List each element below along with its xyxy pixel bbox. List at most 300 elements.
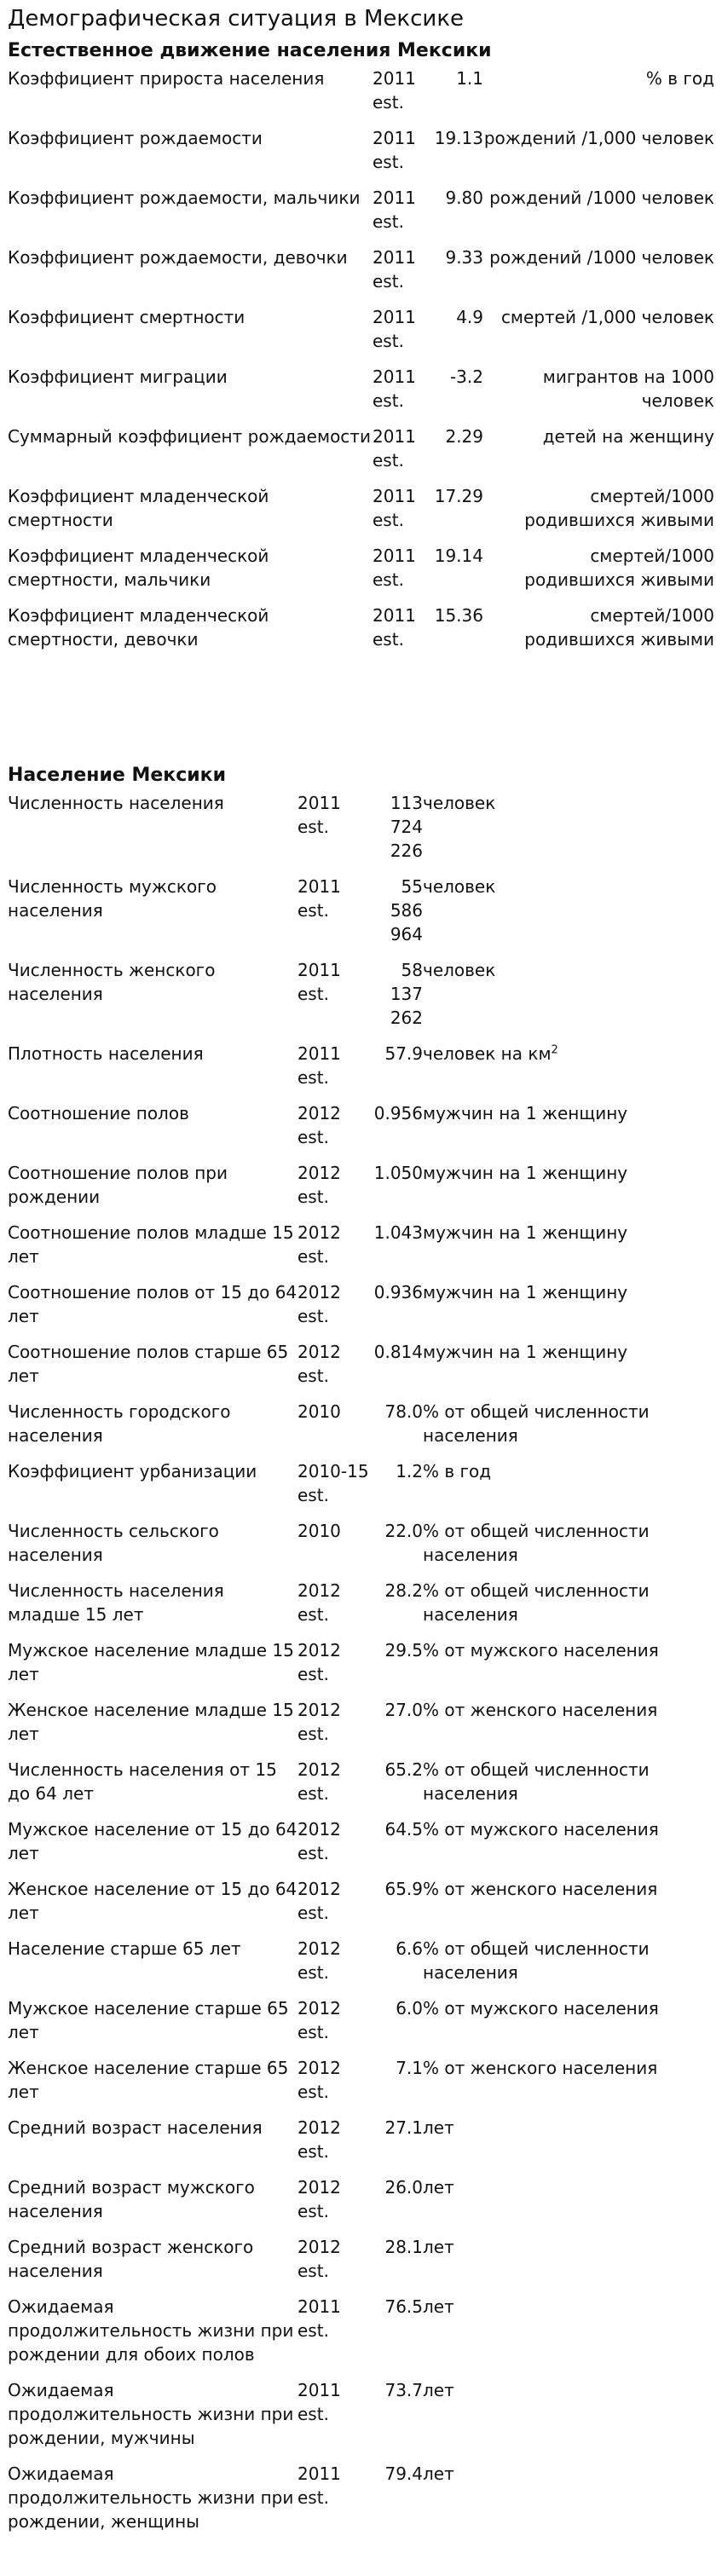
row-label [8,2056,297,2116]
row-label [8,305,373,365]
table-row [8,1042,714,1101]
section-heading-population: Население Мексики [8,765,226,786]
row-unit-text: человек [423,960,496,980]
row-unit-text: мужчин на 1 женщину [423,1163,628,1183]
row-label [8,1698,297,1758]
row-label [8,2378,297,2462]
row-unit-text: лет [423,2463,454,2484]
row-year [297,1042,370,1101]
row-unit [423,1280,714,1340]
row-label-text: Соотношение полов старше 65 лет [8,1342,289,1386]
row-label [8,2175,297,2235]
row-label [8,1579,297,1638]
row-unit [423,1400,714,1459]
row-value-text: 58 137 262 [390,960,423,1028]
row-label-text: Мужское население старше 65 лет [8,1998,289,2042]
row-value-text: 55 586 964 [390,876,423,944]
row-value [370,2116,423,2175]
row-label-text: Средний возраст населения [8,2117,263,2138]
row-label [8,1638,297,1698]
row-value-text: 26.0 [384,2177,423,2198]
row-value [370,1280,423,1340]
row-year-text: 2011 est. [373,128,416,172]
row-label [8,544,373,604]
table-row [8,875,714,958]
row-year-text: 2011 est. [297,876,341,921]
table-row [8,365,714,425]
row-value-text: 19.13 [434,128,483,148]
row-unit-text: % в год [423,1461,492,1481]
row-label [8,126,373,186]
row-unit-text: % от общей численности населения [423,1580,650,1625]
row-value-text: 28.1 [384,2237,423,2257]
row-label-text: Соотношение полов [8,1103,189,1123]
table-row [8,245,714,305]
row-year [297,1221,370,1280]
row-label-text: Численность сельского населения [8,1521,219,1565]
row-year-text: 2012 est. [297,1879,341,1923]
row-unit-text: % от женского населения [423,1700,658,1720]
row-year [297,958,370,1042]
row-value-text: 1.2 [396,1461,423,1481]
row-label-text: Суммарный коэффициент рождаемости [8,426,371,447]
row-unit-text: лет [423,2296,454,2317]
table-row [8,186,714,245]
row-value-text: 0.956 [373,1103,423,1123]
row-value-text: 22.0 [384,1521,423,1541]
row-year-text: 2011 est. [297,2296,341,2341]
row-value [370,875,423,958]
row-label [8,186,373,245]
row-unit-text: % от общей численности населения [423,1759,650,1804]
row-year [297,2116,370,2175]
row-value-text: 15.36 [434,605,483,626]
row-value [370,1877,423,1937]
row-year-text: 2011 est. [373,307,416,351]
row-value-text: 1.043 [373,1222,423,1243]
row-value [424,365,483,425]
table-row [8,604,714,663]
row-label-text: Женское население от 15 до 64 лет [8,1879,297,1923]
table-row [8,1459,714,1519]
row-value [424,484,483,544]
row-label-text: Коэффициент миграции [8,367,228,387]
row-value-text: 79.4 [384,2463,423,2484]
row-year-text: 2011 est. [373,605,416,650]
row-year [297,1817,370,1877]
row-label-text: Соотношение полов при рождении [8,1163,228,1207]
row-unit [423,1937,714,1996]
row-year-text: 2011 est. [373,426,416,471]
row-unit [423,1101,714,1161]
row-year [373,604,424,663]
row-value [370,958,423,1042]
row-year [297,2175,370,2235]
row-unit-text: человек на км [423,1043,552,1064]
row-year [297,1638,370,1698]
row-year-text: 2011 est. [297,1043,341,1088]
row-year [373,425,424,484]
row-label-text: Мужское население младше 15 лет [8,1640,294,1684]
row-year-text: 2012 est. [297,1342,341,1386]
row-label-text: Коэффициент смертности [8,307,245,327]
row-year [297,1877,370,1937]
row-year-text: 2011 est. [297,793,341,837]
row-value [424,186,483,245]
row-unit [423,1579,714,1638]
row-value [370,1996,423,2056]
row-value [370,1042,423,1101]
row-year-text: 2011 est. [373,367,416,411]
row-unit [483,484,714,544]
row-label [8,365,373,425]
row-value [370,1579,423,1638]
row-year [373,365,424,425]
row-label [8,2295,297,2378]
row-value-text: -3.2 [449,367,483,387]
row-year-text: 2012 est. [297,2177,341,2221]
row-unit [423,2295,714,2378]
row-value [370,791,423,875]
row-label-text: Коэффициент урбанизации [8,1461,257,1481]
row-year-text: 2011 est. [373,188,416,232]
row-value-text: 113 724 226 [390,793,423,861]
row-year-text: 2012 est. [297,2237,341,2281]
row-value [370,1817,423,1877]
row-year-text: 2012 est. [297,1759,341,1804]
row-value [424,126,483,186]
row-value [424,245,483,305]
table-row [8,1579,714,1638]
row-year [297,1459,370,1519]
row-label [8,2235,297,2295]
table-row [8,1519,714,1579]
row-unit [423,1698,714,1758]
row-unit [423,1519,714,1579]
row-year [297,1400,370,1459]
row-label-text: Численность мужского населения [8,876,217,921]
row-unit [483,245,714,305]
row-value [370,2235,423,2295]
section-spacer [8,663,714,764]
row-unit-text: лет [423,2177,454,2198]
row-label-text: Коэффициент младенческой смертности, мальчики [8,546,269,590]
row-unit-text: мигрантов на 1000 человек [542,367,714,411]
row-label-text: Ожидаемая продолжительность жизни при рождении, женщины [8,2463,294,2532]
table-row [8,1280,714,1340]
table-row [8,126,714,186]
table-row [8,1937,714,1996]
row-value-text: 2.29 [445,426,483,447]
row-label [8,425,373,484]
row-year [297,1519,370,1579]
row-unit [423,1161,714,1221]
row-label [8,484,373,544]
row-value [370,1221,423,1280]
row-value [370,2295,423,2378]
row-unit [423,1340,714,1400]
table-row [8,1101,714,1161]
row-year-text: 2012 est. [297,2058,341,2102]
row-label-text: Коэффициент рождаемости [8,128,263,148]
table-row [8,66,714,126]
row-year [297,1340,370,1400]
row-value [370,1519,423,1579]
row-unit-text: детей на женщину [542,426,714,447]
row-label [8,1161,297,1221]
row-label [8,958,297,1042]
table-row [8,2175,714,2235]
row-value-text: 1.050 [373,1163,423,1183]
natural-movement-table [8,66,714,663]
row-year [373,544,424,604]
row-label-text: Женское население старше 65 лет [8,2058,289,2102]
row-label-text: Соотношение полов младше 15 лет [8,1222,294,1267]
row-value-text: 27.0 [384,1700,423,1720]
row-year [297,1937,370,1996]
table-row [8,425,714,484]
row-value [370,1459,423,1519]
row-value [424,305,483,365]
row-year [297,1579,370,1638]
row-label-text: Средний возраст мужского населения [8,2177,255,2221]
row-value [424,425,483,484]
row-label [8,791,297,875]
row-unit [423,958,714,1042]
row-unit-text: % в год [645,68,714,89]
row-value [370,1101,423,1161]
row-unit-text: лет [423,2237,454,2257]
row-value-text: 73.7 [384,2380,423,2400]
row-unit-text: мужчин на 1 женщину [423,1222,628,1243]
row-value [370,2378,423,2462]
row-value-text: 19.14 [434,546,483,566]
row-value [370,2056,423,2116]
row-label-text: Мужское население от 15 до 64 лет [8,1819,297,1863]
row-year-text: 2011 est. [373,68,416,113]
row-label [8,1996,297,2056]
row-value [370,1758,423,1817]
row-value-text: 0.814 [373,1342,423,1362]
row-unit [423,1996,714,2056]
row-label-text: Численность населения от 15 до 64 лет [8,1759,277,1804]
row-value [370,2462,423,2545]
row-unit [483,305,714,365]
row-year-text: 2012 est. [297,1938,341,1983]
row-value [424,604,483,663]
row-value-text: 7.1 [396,2058,423,2078]
row-unit-text: смертей/1000 родившихся живыми [524,486,714,530]
row-unit-text: смертей/1000 родившихся живыми [524,605,714,650]
row-label-text: Численность женского населения [8,960,216,1004]
row-unit-text: смертей/1000 родившихся живыми [524,546,714,590]
row-label-text: Ожидаемая продолжительность жизни при рождении, мужчины [8,2380,294,2448]
row-year-text: 2012 est. [297,1103,341,1147]
row-year-text: 2011 est. [297,2463,341,2508]
row-value-text: 9.33 [445,247,483,268]
row-year [373,484,424,544]
row-unit [483,425,714,484]
population-table [8,791,714,2545]
row-year-text: 2012 est. [297,1282,341,1326]
table-row [8,2295,714,2378]
row-year [297,1280,370,1340]
row-unit-text: % от мужского населения [423,1819,659,1840]
row-year [373,305,424,365]
row-value-text: 29.5 [384,1640,423,1661]
row-value-text: 28.2 [384,1580,423,1601]
table-row [8,1400,714,1459]
row-unit-text: % от общей численности населения [423,1401,650,1446]
unit-superscript: 2 [551,1043,558,1057]
row-label-text: Женское население младше 15 лет [8,1700,294,1744]
row-value [424,544,483,604]
row-unit [483,544,714,604]
table-row [8,1817,714,1877]
row-year [373,186,424,245]
row-label [8,1937,297,1996]
table-row [8,958,714,1042]
section-heading-natural-movement: Естественное движение населения Мексики [8,40,492,61]
row-value-text: 65.9 [384,1879,423,1899]
row-label [8,1042,297,1101]
row-year-text: 2010 [297,1401,341,1422]
row-value-text: 0.936 [373,1282,423,1302]
row-year-text: 2011 est. [373,546,416,590]
row-label-text: Коэффициент младенческой смертности, девочки [8,605,269,650]
row-year-text: 2012 est. [297,1998,341,2042]
row-year [297,2235,370,2295]
row-unit [483,186,714,245]
row-value [370,1698,423,1758]
row-label-text: Коэффициент рождаемости, девочки [8,247,348,268]
row-value [370,2175,423,2235]
row-label [8,1221,297,1280]
row-unit [423,1758,714,1817]
row-value-text: 65.2 [384,1759,423,1780]
table-row [8,305,714,365]
row-value [370,1400,423,1459]
row-label-text: Коэффициент рождаемости, мальчики [8,188,361,208]
row-label-text: Ожидаемая продолжительность жизни при рождении для обоих полов [8,2296,294,2365]
row-unit-text: мужчин на 1 женщину [423,1103,628,1123]
row-value-text: 1.1 [456,68,483,89]
row-unit-text: рождений /1,000 человек [483,128,714,148]
row-year [297,2295,370,2378]
row-value-text: 9.80 [445,188,483,208]
row-unit [423,2175,714,2235]
row-year-text: 2012 est. [297,1819,341,1863]
row-unit [423,875,714,958]
row-year [297,1698,370,1758]
row-unit [423,2116,714,2175]
row-value-text: 6.0 [396,1998,423,2019]
row-label [8,2116,297,2175]
row-value-text: 6.6 [396,1938,423,1959]
row-label [8,245,373,305]
row-label-text: Численность населения младше 15 лет [8,1580,224,1625]
row-label [8,1817,297,1877]
row-value-text: 17.29 [434,486,483,506]
row-unit [423,1877,714,1937]
table-row [8,484,714,544]
row-unit [423,2056,714,2116]
row-label [8,875,297,958]
row-unit [423,1817,714,1877]
table-row [8,2056,714,2116]
row-label-text: Население старше 65 лет [8,1938,241,1959]
row-value [370,1340,423,1400]
row-value-text: 57.9 [384,1043,423,1064]
row-label-text: Средний возраст женского населения [8,2237,254,2281]
table-row [8,1996,714,2056]
row-value-text: 27.1 [384,2117,423,2138]
row-unit-text: % от мужского населения [423,1998,659,2019]
row-unit [423,1221,714,1280]
row-unit [423,2378,714,2462]
table-row [8,1698,714,1758]
row-label [8,1280,297,1340]
row-unit-text: % от мужского населения [423,1640,659,1661]
row-unit [423,2235,714,2295]
table-row [8,791,714,875]
row-unit [483,126,714,186]
row-unit-text: мужчин на 1 женщину [423,1342,628,1362]
row-label-text: Плотность населения [8,1043,204,1064]
row-year [297,875,370,958]
table-row [8,1161,714,1221]
row-unit [423,1459,714,1519]
row-unit-text: лет [423,2117,454,2138]
row-label-text: Численность населения [8,793,224,813]
row-year [373,245,424,305]
row-unit-text: рождений /1000 человек [489,188,714,208]
row-label-text: Численность городского населения [8,1401,231,1446]
table-row [8,1877,714,1937]
table-row [8,1638,714,1698]
page-title: Демографическая ситуация в Мексике [8,6,465,32]
row-year [297,2462,370,2545]
row-year-text: 2010-15 est. [297,1461,369,1505]
row-label [8,1400,297,1459]
row-year-text: 2012 est. [297,2117,341,2162]
table-row [8,2378,714,2462]
row-label-text: Коэффициент прироста населения [8,68,325,89]
row-year-text: 2012 est. [297,1580,341,1625]
row-unit [423,2462,714,2545]
table-row [8,2462,714,2545]
row-unit [423,1042,714,1101]
row-value-text: 76.5 [384,2296,423,2317]
row-unit [483,365,714,425]
table-row [8,2116,714,2175]
row-value [370,1638,423,1698]
row-year-text: 2011 est. [373,486,416,530]
row-unit [483,66,714,126]
row-unit-text: смертей /1,000 человек [500,307,714,327]
row-value-text: 4.9 [456,307,483,327]
row-label [8,1519,297,1579]
row-unit-text: человек [423,876,496,897]
row-unit-text: человек [423,793,496,813]
row-value-text: 78.0 [384,1401,423,1422]
table-row [8,1758,714,1817]
row-label [8,66,373,126]
table-row [8,1221,714,1280]
row-year-text: 2011 est. [297,2380,341,2424]
row-year [297,1996,370,2056]
row-unit-text: мужчин на 1 женщину [423,1282,628,1302]
